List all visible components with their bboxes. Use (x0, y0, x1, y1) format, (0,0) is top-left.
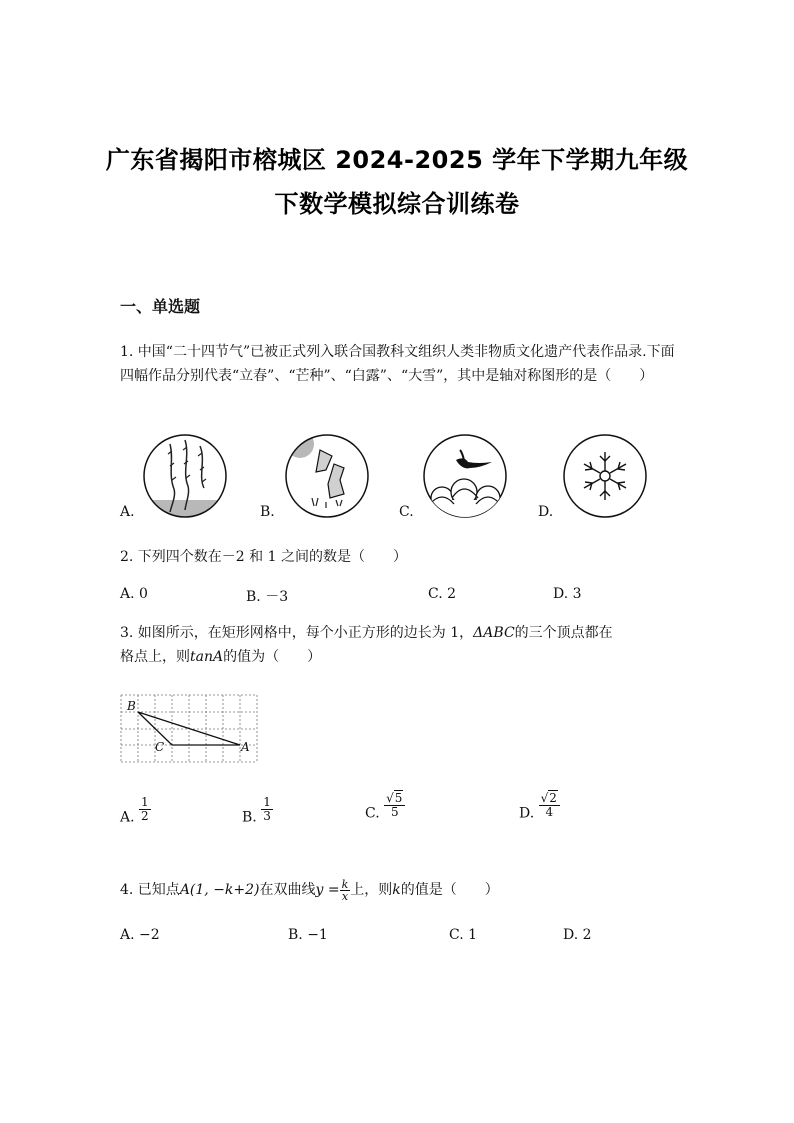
q1-image-d (560, 434, 652, 520)
fraction-denominator: x (341, 889, 349, 903)
title-line-2: 下数学模拟综合训练卷 (274, 190, 520, 218)
q3-option-c (365, 791, 405, 827)
q4-option-d: D. 2 (563, 927, 592, 943)
fraction-denominator: 4 (545, 805, 554, 819)
q3-option-a-fraction (139, 796, 151, 823)
sqrt-symbol: √2 (540, 791, 557, 805)
q3-option-d (519, 791, 560, 827)
q4-text-d: 的值是（ ） (400, 882, 499, 898)
q3-option-b-label: B. (242, 809, 257, 826)
q4-text-c: 上，则 (350, 882, 393, 898)
q4-point: A(1, −k+2) (179, 882, 260, 898)
q1-label-b: B. (260, 504, 275, 520)
grid-label-a: A (241, 740, 250, 754)
q1-label-a: A. (120, 504, 135, 520)
q1-image-a (140, 434, 232, 520)
q3-option-b (242, 795, 273, 831)
q2-option-d: D. 3 (553, 586, 582, 602)
q3-option-d-fraction (539, 792, 560, 819)
question-1-text: 1. 中国“二十四节气”已被正式列入联合国教科文组织人类非物质文化遗产代表作品录.下面四幅作品分别代表“立春”、“芒种”、“白露”、“大雪”，其中是轴对称图形的是（ ） (120, 344, 675, 384)
grid-label-b: B (127, 699, 136, 713)
q3-option-c-fraction (384, 792, 405, 819)
q3-option-a (120, 795, 151, 831)
fraction-denominator: 3 (263, 809, 271, 823)
q1-label-d: D. (538, 504, 554, 520)
q3-tan: tanA (190, 649, 224, 665)
sqrt-radicand: 5 (394, 791, 403, 805)
q3-option-d-label: D. (519, 805, 535, 822)
q3-option-c-label: C. (365, 805, 380, 822)
fraction-numerator (384, 792, 405, 806)
q3-text-b: 的三个顶点都在 (514, 625, 613, 641)
q4-option-c: C. 1 (449, 927, 478, 943)
question-2-text: 2. 下列四个数在－2 和 1 之间的数是（ ） (120, 549, 407, 565)
q3-option-b-fraction (261, 796, 273, 823)
fraction-numerator: 1 (263, 795, 271, 809)
q4-text-a: 4. 已知点 (120, 882, 180, 898)
fraction-numerator: 1 (141, 795, 149, 809)
q1-label-c: C. (399, 504, 414, 520)
q2-option-a: A. 0 (120, 586, 148, 602)
sqrt-radicand: 2 (549, 791, 557, 805)
q4-option-a: A. −2 (120, 927, 160, 943)
q4-curve-lhs: y = (315, 882, 340, 898)
q3-grid-figure (118, 692, 260, 766)
q4-text-b: 在双曲线 (259, 882, 316, 898)
q3-text-d: 的值为（ ） (223, 649, 322, 665)
fraction-numerator (539, 792, 560, 806)
question-3-text (120, 621, 680, 669)
q1-image-b (282, 434, 374, 520)
q4-option-b: B. −1 (288, 927, 328, 943)
q4-curve-fraction (340, 879, 351, 902)
fraction-denominator: 2 (141, 809, 149, 823)
q2-option-c: C. 2 (428, 586, 457, 602)
q3-option-a-label: A. (120, 809, 135, 826)
q3-triangle: ΔABC (473, 625, 515, 641)
q3-text-c: 格点上，则 (120, 649, 190, 665)
grid-label-c: C (155, 740, 165, 754)
fraction-numerator: k (341, 877, 349, 891)
title-line-1: 广东省揭阳市榕城区 2024-2025 学年下学期九年级 (105, 146, 689, 174)
q2-option-b: B. －3 (246, 589, 289, 605)
q1-image-c (420, 434, 512, 520)
q3-text-a: 3. 如图所示，在矩形网格中，每个小正方形的边长为 1， (120, 625, 474, 641)
sqrt-symbol: √5 (386, 791, 403, 805)
q4-k: k (392, 882, 401, 898)
question-4-text (120, 878, 720, 902)
fraction-denominator: 5 (390, 805, 399, 819)
section-heading: 一、单选题 (120, 297, 201, 316)
